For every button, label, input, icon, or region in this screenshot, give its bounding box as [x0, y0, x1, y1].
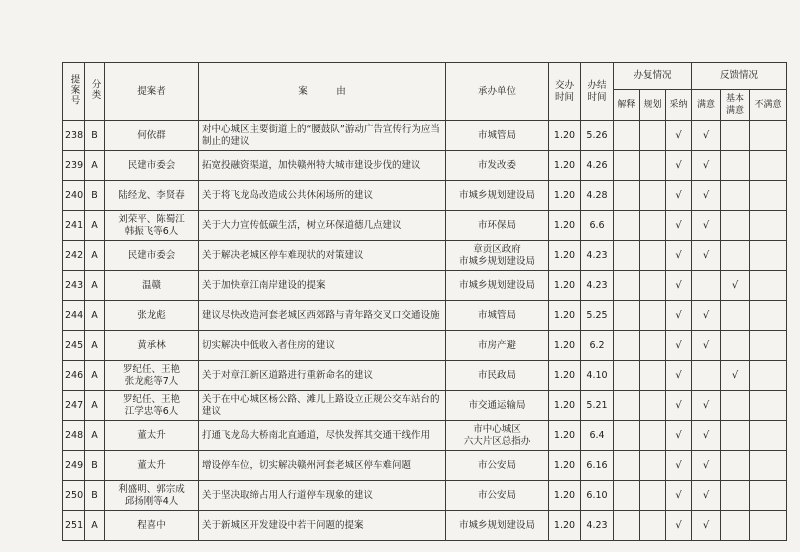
cell-unit: [446, 481, 549, 511]
cell-handling-plan: [640, 181, 666, 211]
cell-category: B: [85, 451, 105, 481]
cell-handover-time: 1.20: [549, 211, 581, 241]
header-close-time: 办结时间: [581, 63, 614, 121]
cell-id: 240: [63, 181, 85, 211]
cell-close-time: 6.6: [581, 211, 614, 241]
cell-handover-time: 1.20: [549, 331, 581, 361]
cell-handling-explain: [614, 511, 640, 541]
cell-category: A: [85, 361, 105, 391]
cell-feedback-unsatisfied: [750, 301, 787, 331]
cell-id: 247: [63, 391, 85, 421]
cell-proposer: [105, 121, 199, 151]
proposer-line: 陆经龙、李贤春: [118, 189, 185, 201]
cell-handling-explain: [614, 391, 640, 421]
proposer-line: 黄承林: [137, 339, 166, 351]
cell-close-time: 4.10: [581, 361, 614, 391]
unit-line: 市城乡规划建设局: [458, 279, 535, 291]
header-handling-adopt: 采纳: [666, 90, 692, 121]
cell-handling-explain: [614, 451, 640, 481]
cell-handover-time: 1.20: [549, 421, 581, 451]
cell-reason: 拓宽投融资渠道，加快赣州特大城市建设步伐的建议: [199, 151, 446, 181]
cell-close-time: 5.21: [581, 391, 614, 421]
cell-handling-plan: [640, 391, 666, 421]
proposer-line: 程喜中: [137, 519, 166, 531]
cell-unit: [446, 451, 549, 481]
table-row: [63, 211, 787, 241]
cell-feedback-unsatisfied: [750, 481, 787, 511]
cell-feedback-basic: [721, 121, 750, 151]
cell-handling-adopt: √: [666, 391, 692, 421]
header-handling-plan: 规划: [640, 90, 666, 121]
cell-handling-plan: [640, 271, 666, 301]
cell-handling-adopt: √: [666, 451, 692, 481]
cell-feedback-satisfied: √: [692, 151, 721, 181]
cell-feedback-satisfied: √: [692, 121, 721, 151]
cell-feedback-basic: [721, 511, 750, 541]
table-row: [63, 241, 787, 271]
cell-reason: 关于新城区开发建设中若干问题的提案: [199, 511, 446, 541]
cell-unit: [446, 391, 549, 421]
cell-feedback-unsatisfied: [750, 361, 787, 391]
cell-proposer: [105, 301, 199, 331]
cell-reason: 关于将飞龙岛改造成公共休闲场所的建议: [199, 181, 446, 211]
cell-id: 251: [63, 511, 85, 541]
header-handling-group: 办复情况: [614, 63, 692, 90]
proposer-line: 民建市委会: [127, 159, 176, 171]
cell-handover-time: 1.20: [549, 271, 581, 301]
cell-id: 242: [63, 241, 85, 271]
cell-unit: [446, 271, 549, 301]
header-feedback-satisfied: 满意: [692, 90, 721, 121]
cell-close-time: 6.16: [581, 451, 614, 481]
cell-close-time: 6.4: [581, 421, 614, 451]
unit-line: 市公安局: [477, 459, 516, 471]
cell-feedback-satisfied: √: [692, 331, 721, 361]
cell-feedback-unsatisfied: [750, 271, 787, 301]
cell-handling-plan: [640, 241, 666, 271]
proposer-line: 邱扬刚等4人: [124, 495, 179, 507]
cell-reason: 打通飞龙岛大桥南北直通道，尽快发挥其交通干线作用: [199, 421, 446, 451]
cell-handling-adopt: √: [666, 361, 692, 391]
header-id: 提案号: [63, 63, 85, 121]
table-row: [63, 421, 787, 451]
cell-reason: 关于在中心城区杨公路、滩儿上路设立正规公交车站台的建议: [199, 391, 446, 421]
proposer-line: 张龙彪等7人: [124, 375, 179, 387]
cell-handling-adopt: √: [666, 211, 692, 241]
cell-handling-adopt: √: [666, 241, 692, 271]
cell-handling-plan: [640, 121, 666, 151]
cell-id: 244: [63, 301, 85, 331]
cell-handling-plan: [640, 481, 666, 511]
header-feedback-group: 反馈情况: [692, 63, 787, 90]
cell-proposer: [105, 271, 199, 301]
cell-handover-time: 1.20: [549, 181, 581, 211]
cell-handover-time: 1.20: [549, 301, 581, 331]
cell-feedback-basic: [721, 331, 750, 361]
cell-id: 241: [63, 211, 85, 241]
cell-handover-time: 1.20: [549, 241, 581, 271]
cell-feedback-basic: √: [721, 361, 750, 391]
cell-close-time: 6.2: [581, 331, 614, 361]
table-row: [63, 481, 787, 511]
cell-reason: 建议尽快改造河套老城区西郊路与青年路交叉口交通设施: [199, 301, 446, 331]
header-handover-time: 交办时间: [549, 63, 581, 121]
cell-handling-plan: [640, 301, 666, 331]
cell-handling-explain: [614, 331, 640, 361]
cell-handover-time: 1.20: [549, 391, 581, 421]
cell-feedback-satisfied: √: [692, 511, 721, 541]
cell-close-time: 5.25: [581, 301, 614, 331]
cell-reason: 关于对章江新区道路进行重新命名的建议: [199, 361, 446, 391]
cell-proposer: [105, 241, 199, 271]
cell-close-time: 4.23: [581, 511, 614, 541]
table-row: [63, 451, 787, 481]
unit-line: 市公安局: [477, 489, 516, 501]
cell-feedback-basic: [721, 481, 750, 511]
cell-category: A: [85, 241, 105, 271]
cell-reason: 切实解决中低收入者住房的建议: [199, 331, 446, 361]
cell-feedback-unsatisfied: [750, 421, 787, 451]
cell-feedback-satisfied: √: [692, 241, 721, 271]
cell-handling-adopt: √: [666, 181, 692, 211]
cell-category: A: [85, 421, 105, 451]
unit-line: 市中心城区: [473, 423, 521, 435]
cell-feedback-basic: [721, 241, 750, 271]
table-row: [63, 271, 787, 301]
cell-handling-adopt: √: [666, 301, 692, 331]
cell-handover-time: 1.20: [549, 121, 581, 151]
header-proposer: 提案者: [105, 63, 199, 121]
proposer-line: 罗纪任、王艳: [122, 363, 180, 375]
cell-feedback-satisfied: √: [692, 451, 721, 481]
cell-reason: 对中心城区主要街道上的“腰鼓队”游动广告宣传行为应当制止的建议: [199, 121, 446, 151]
unit-line: 市城乡规划建设局: [458, 189, 535, 201]
cell-category: A: [85, 211, 105, 241]
cell-reason: 关于坚决取缔占用人行道停车现象的建议: [199, 481, 446, 511]
cell-handling-plan: [640, 361, 666, 391]
cell-feedback-basic: [721, 181, 750, 211]
proposer-line: 江学忠等6人: [124, 405, 179, 417]
cell-handling-explain: [614, 181, 640, 211]
table-row: [63, 331, 787, 361]
table-row: [63, 361, 787, 391]
table-row: [63, 181, 787, 211]
cell-unit: [446, 211, 549, 241]
unit-line: 市发改委: [477, 159, 516, 171]
cell-handling-plan: [640, 421, 666, 451]
proposer-line: 罗纪任、王艳: [122, 393, 180, 405]
cell-handling-adopt: √: [666, 511, 692, 541]
cell-id: 246: [63, 361, 85, 391]
unit-line: 章贡区政府: [473, 243, 521, 255]
cell-unit: [446, 241, 549, 271]
cell-proposer: [105, 511, 199, 541]
proposer-line: 韩振飞等6人: [124, 225, 179, 237]
cell-category: B: [85, 121, 105, 151]
cell-close-time: 4.23: [581, 271, 614, 301]
unit-line: 市民政局: [477, 369, 516, 381]
cell-handover-time: 1.20: [549, 481, 581, 511]
cell-feedback-basic: [721, 301, 750, 331]
cell-handling-explain: [614, 271, 640, 301]
cell-feedback-unsatisfied: [750, 151, 787, 181]
header-feedback-basic: 基本满意: [721, 90, 750, 121]
cell-feedback-satisfied: √: [692, 421, 721, 451]
cell-feedback-satisfied: [692, 361, 721, 391]
cell-handling-adopt: √: [666, 421, 692, 451]
proposer-line: 利盛明、郭宗成: [118, 483, 185, 495]
cell-handling-adopt: √: [666, 331, 692, 361]
cell-handling-explain: [614, 151, 640, 181]
cell-proposer: [105, 151, 199, 181]
cell-handling-plan: [640, 151, 666, 181]
cell-feedback-basic: [721, 421, 750, 451]
cell-feedback-satisfied: √: [692, 211, 721, 241]
cell-feedback-unsatisfied: [750, 211, 787, 241]
unit-line: 市环保局: [477, 219, 516, 231]
unit-line: 市城乡规划建设局: [458, 519, 535, 531]
unit-line: 六大片区总指办: [463, 435, 531, 447]
cell-id: 250: [63, 481, 85, 511]
cell-reason: 增设停车位，切实解决赣州河套老城区停车难问题: [199, 451, 446, 481]
cell-unit: [446, 361, 549, 391]
cell-handling-explain: [614, 241, 640, 271]
cell-feedback-unsatisfied: [750, 241, 787, 271]
cell-feedback-unsatisfied: [750, 331, 787, 361]
unit-line: 市房产避: [477, 339, 516, 351]
header-reason: 案 由: [199, 63, 446, 121]
cell-handling-adopt: √: [666, 121, 692, 151]
unit-line: 市城乡规划建设局: [458, 255, 535, 267]
cell-id: 238: [63, 121, 85, 151]
cell-feedback-unsatisfied: [750, 511, 787, 541]
cell-handling-explain: [614, 121, 640, 151]
cell-feedback-unsatisfied: [750, 121, 787, 151]
cell-proposer: [105, 181, 199, 211]
table-row: [63, 301, 787, 331]
cell-handling-explain: [614, 421, 640, 451]
table-body: [63, 121, 787, 541]
cell-unit: [446, 181, 549, 211]
cell-category: A: [85, 271, 105, 301]
cell-feedback-unsatisfied: [750, 391, 787, 421]
cell-handover-time: 1.20: [549, 511, 581, 541]
cell-unit: [446, 121, 549, 151]
cell-handling-explain: [614, 211, 640, 241]
cell-unit: [446, 301, 549, 331]
cell-handling-explain: [614, 361, 640, 391]
cell-handover-time: 1.20: [549, 361, 581, 391]
cell-feedback-basic: [721, 391, 750, 421]
cell-feedback-basic: [721, 211, 750, 241]
cell-feedback-satisfied: √: [692, 391, 721, 421]
cell-feedback-basic: [721, 451, 750, 481]
cell-reason: 关于加快章江南岸建设的提案: [199, 271, 446, 301]
cell-category: A: [85, 151, 105, 181]
cell-proposer: [105, 331, 199, 361]
cell-handling-explain: [614, 301, 640, 331]
cell-handover-time: 1.20: [549, 151, 581, 181]
cell-handling-explain: [614, 481, 640, 511]
proposer-line: 民建市委会: [127, 249, 176, 261]
cell-handling-adopt: √: [666, 271, 692, 301]
proposer-line: 张龙彪: [137, 309, 166, 321]
cell-close-time: 5.26: [581, 121, 614, 151]
proposer-line: 刘荣平、陈蜀江: [118, 213, 185, 225]
cell-handling-plan: [640, 451, 666, 481]
cell-feedback-satisfied: √: [692, 481, 721, 511]
proposal-table: [62, 62, 787, 541]
cell-id: 245: [63, 331, 85, 361]
cell-handling-plan: [640, 331, 666, 361]
cell-category: B: [85, 481, 105, 511]
cell-feedback-basic: √: [721, 271, 750, 301]
header-handling-explain: 解释: [614, 90, 640, 121]
table-row: [63, 151, 787, 181]
cell-feedback-satisfied: √: [692, 301, 721, 331]
cell-proposer: [105, 391, 199, 421]
cell-unit: [446, 511, 549, 541]
cell-category: A: [85, 511, 105, 541]
cell-feedback-unsatisfied: [750, 181, 787, 211]
cell-reason: 关于大力宣传低碳生活，树立环保道德几点建议: [199, 211, 446, 241]
table-row: [63, 391, 787, 421]
proposer-line: 董太升: [137, 429, 166, 441]
cell-handling-plan: [640, 511, 666, 541]
cell-category: B: [85, 181, 105, 211]
cell-close-time: 4.26: [581, 151, 614, 181]
proposer-line: 温赣: [141, 279, 161, 291]
header-unit: 承办单位: [446, 63, 549, 121]
cell-close-time: 4.23: [581, 241, 614, 271]
cell-id: 239: [63, 151, 85, 181]
cell-feedback-satisfied: [692, 271, 721, 301]
cell-feedback-basic: [721, 151, 750, 181]
unit-line: 市城管局: [477, 309, 516, 321]
cell-handling-plan: [640, 211, 666, 241]
cell-proposer: [105, 211, 199, 241]
cell-id: 243: [63, 271, 85, 301]
unit-line: 市交通运输局: [468, 399, 526, 411]
unit-line: 市城管局: [477, 129, 516, 141]
cell-category: A: [85, 301, 105, 331]
cell-id: 248: [63, 421, 85, 451]
cell-unit: [446, 331, 549, 361]
cell-handling-adopt: √: [666, 151, 692, 181]
cell-proposer: [105, 361, 199, 391]
cell-handover-time: 1.20: [549, 451, 581, 481]
cell-handling-adopt: √: [666, 481, 692, 511]
proposer-line: 何依群: [137, 129, 166, 141]
cell-feedback-unsatisfied: [750, 451, 787, 481]
cell-close-time: 6.10: [581, 481, 614, 511]
table-row: [63, 121, 787, 151]
cell-proposer: [105, 481, 199, 511]
cell-category: A: [85, 331, 105, 361]
cell-feedback-satisfied: √: [692, 181, 721, 211]
cell-unit: [446, 151, 549, 181]
cell-category: A: [85, 391, 105, 421]
cell-reason: 关于解决老城区停车难现状的对策建议: [199, 241, 446, 271]
table-row: [63, 511, 787, 541]
cell-close-time: 4.28: [581, 181, 614, 211]
header-category: 分类: [85, 63, 105, 121]
cell-unit: [446, 421, 549, 451]
proposer-line: 董太升: [137, 459, 166, 471]
cell-proposer: [105, 421, 199, 451]
header-feedback-unsatisfied: 不满意: [750, 90, 787, 121]
cell-id: 249: [63, 451, 85, 481]
cell-proposer: [105, 451, 199, 481]
